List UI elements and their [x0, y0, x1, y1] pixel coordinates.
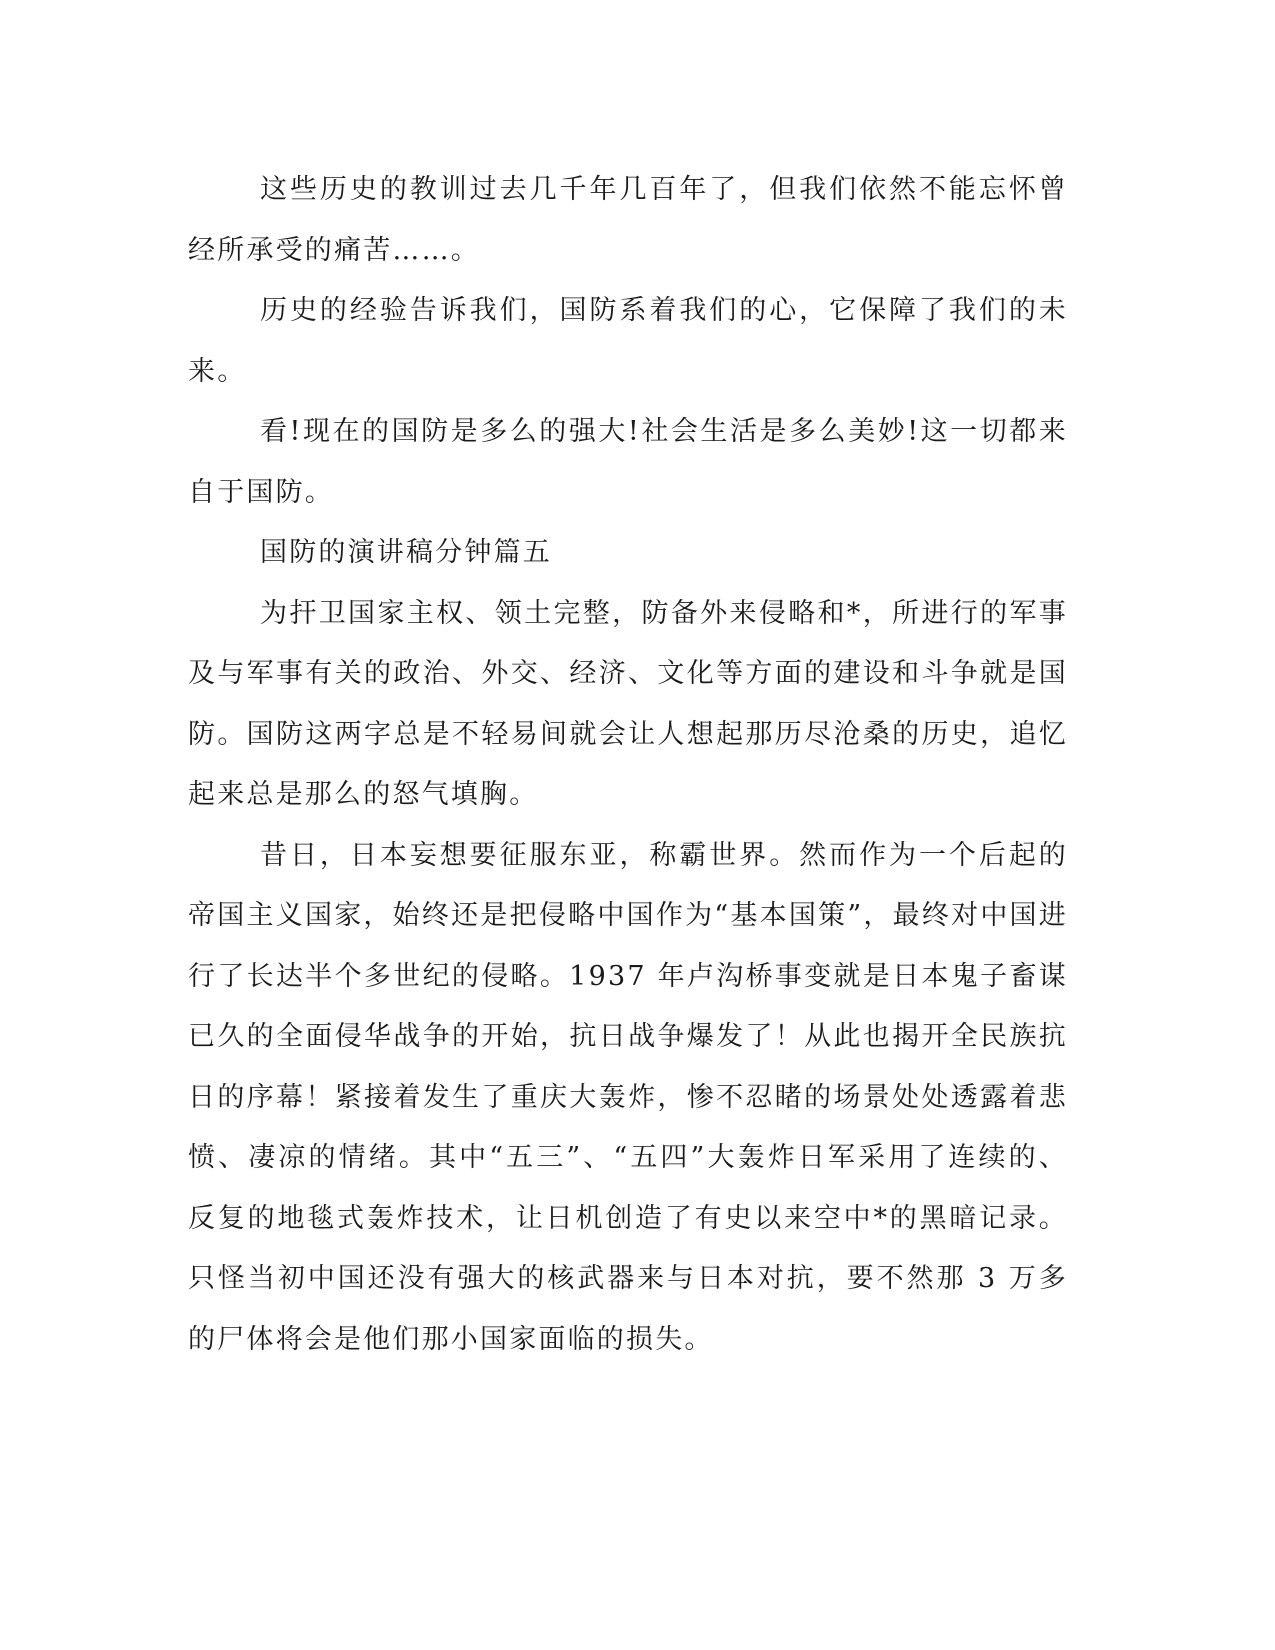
paragraph-defense-heart: 历史的经验告诉我们，国防系着我们的心，它保障了我们的未来。: [188, 295, 1068, 387]
paragraph-defense-definition: 为扞卫国家主权、领土完整，防备外来侵略和*，所进行的军事及与军事有关的政治、外交、经济、文化等方面的建设和斗争就是国防。国防这两字总是不轻易间就会让人想起那历尽沧桑的历史，追忆起来总是那么的怒气填胸。: [188, 597, 1068, 810]
document-body: [188, 160, 1068, 1370]
paragraph-history-lesson: 这些历史的教训过去几千年几百年了，但我们依然不能忘怀曾经所承受的痛苦……。: [188, 174, 1068, 266]
paragraph-strong-defense: 看!现在的国防是多么的强大!社会生活是多么美妙!这一切都来自于国防。: [188, 416, 1068, 508]
paragraph-japan-invasion: 昔日，日本妄想要征服东亚，称霸世界。然而作为一个后起的帝国主义国家，始终还是把侵略中国作为“基本国策”，最终对中国进行了长达半个多世纪的侵略。1937 年卢沟桥事变就是日本鬼子畜谋已久的全面侵华战争的开始，抗日战争爆发了！从此也揭开全民族抗日的序幕！紧接着发生了重庆大轰炸，惨不忍睹的场景处处透露着悲愤、凄凉的情绪。其中“五三”、“五四”大轰炸日军采用了连续的、反复的地毯式轰炸技术，让日机创造了有史以来空中*的黑暗记录。只怪当初中国还没有强大的核武器来与日本对抗，要不然那 3 万多的尸体将会是他们那小国家面临的损失。: [188, 839, 1068, 1355]
section-heading: 国防的演讲稿分钟篇五: [260, 537, 552, 568]
